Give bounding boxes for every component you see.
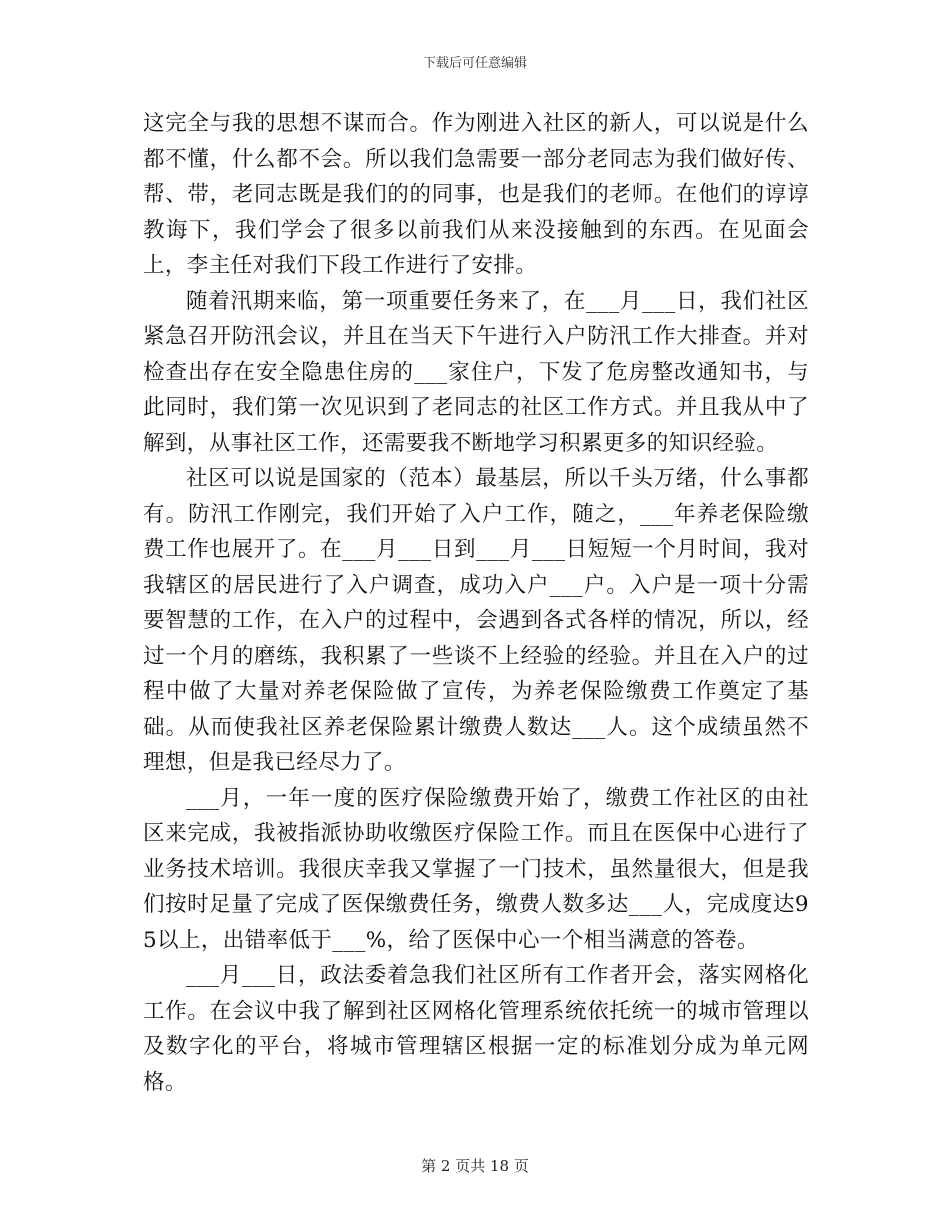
- page-header: 下载后可任意编辑: [422, 56, 527, 71]
- paragraph-4: ___月，一年一度的医疗保险缴费开始了，缴费工作社区的由社区来完成，我被指派协助收缴医疗保险工作。而且在医保中心进行了业务技术培训。我很庆幸我又掌握了一门技术，虽然量很大，但是我们按时足量了完成了医保缴费任务，缴费人数多达___人，完成度达95以上，出错率低于___%，给了医保中心一个相当满意的答卷。: [143, 785, 809, 953]
- page-number-footer: 第 2 页共 18 页: [421, 1157, 529, 1175]
- paragraph-1: 这完全与我的思想不谋而合。作为刚进入社区的新人，可以说是什么都不懂，什么都不会。所以我们急需要一部分老同志为我们做好传、帮、带，老同志既是我们的的同事，也是我们的老师。在他们的谆谆教诲下，我们学会了很多以前我们从来没接触到的东西。在见面会上，李主任对我们下段工作进行了安排。: [143, 111, 809, 278]
- document-body: [143, 106, 809, 1100]
- paragraph-5: ___月___日，政法委着急我们社区所有工作者开会，落实网格化工作。在会议中我了解到社区网格化管理系统依托统一的城市管理以及数字化的平台，将城市管理辖区根据一定的标准划分成为单元网格。: [143, 963, 809, 1095]
- paragraph-2: 随着汛期来临，第一项重要任务来了，在___月___日，我们社区紧急召开防汛会议，并且在当天下午进行入户防汛工作大排查。并对检查出存在安全隐患住房的___家住户，下发了危房整改通知书，与此同时，我们第一次见识到了老同志的社区工作方式。并且我从中了解到，从事社区工作，还需要我不断地学习积累更多的知识经验。: [143, 288, 809, 456]
- paragraph-3: 社区可以说是国家的（范本）最基层，所以千头万绪，什么事都有。防汛工作刚完，我们开始了入户工作，随之，___年养老保险缴费工作也展开了。在___月___日到___月___日短短一个月时间，我对我辖区的居民进行了入户调查，成功入户___户。入户是一项十分需要智慧的工作，在入户的过程中，会遇到各式各样的情况，所以，经过一个月的磨练，我积累了一些谈不上经验的经验。并且在入户的过程中做了大量对养老保险做了宣传，为养老保险缴费工作奠定了基础。从而使我社区养老保险累计缴费人数达___人。这个成绩虽然不理想，但是我已经尽力了。: [143, 466, 809, 775]
